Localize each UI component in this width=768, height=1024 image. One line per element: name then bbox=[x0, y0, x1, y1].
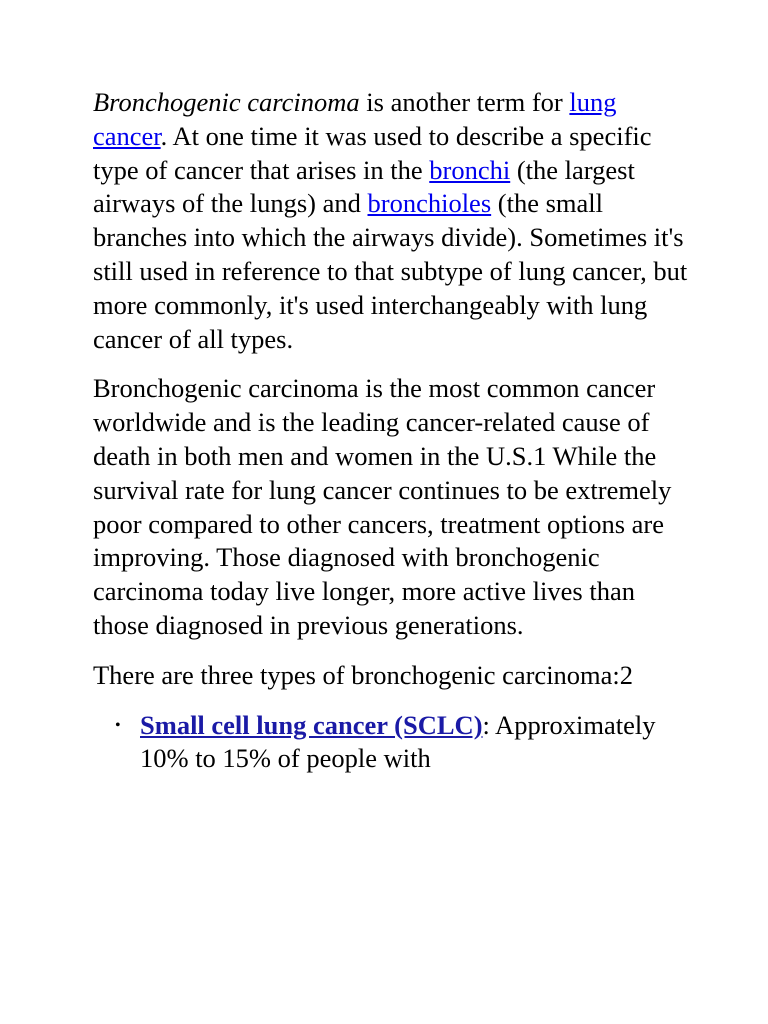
statistics-paragraph: Bronchogenic carcinoma is the most common cancer worldwide and is the leading cancer-related cause of death in both men and women in the U.S.1 While the survival rate for lung cancer continues to be extremely poor compared to other cancers, treatment options are improving. Those diagnosed with bronchogenic carcinoma today live longer, more active lives than those diagnosed in previous generations. bbox=[93, 373, 672, 640]
link-lung-cancer[interactable]: lung cancer bbox=[93, 87, 617, 151]
list-item bbox=[93, 709, 693, 777]
text-segment: (the largest airways of the lungs) and bbox=[93, 154, 635, 219]
link-small-cell-lung-cancer[interactable]: Small cell lung cancer (SCLC) bbox=[140, 709, 483, 740]
text-segment: . At one time it was used to describe a specific type of cancer that arises in the bbox=[93, 120, 652, 185]
text-segment: is another term for bbox=[359, 87, 570, 117]
bullet-icon: • bbox=[115, 716, 121, 734]
link-bronchi[interactable]: bronchi bbox=[429, 154, 511, 185]
list-item-text: : Approximately 10% to 15% of people with bbox=[140, 709, 656, 774]
text-segment: (the small branches into which the airways divide). Sometimes it's still used in reference to that subtype of lung cancer, but more commonly, it's used interchangeably with lung cancer of all types. bbox=[93, 188, 688, 354]
link-bronchioles[interactable]: bronchioles bbox=[367, 188, 492, 219]
intro-paragraph bbox=[93, 86, 693, 356]
types-list bbox=[93, 709, 693, 777]
types-intro-paragraph: There are three types of bronchogenic carcinoma:2 bbox=[93, 659, 634, 690]
term-bronchogenic-carcinoma: Bronchogenic carcinoma bbox=[93, 87, 360, 117]
document-body bbox=[93, 86, 693, 776]
